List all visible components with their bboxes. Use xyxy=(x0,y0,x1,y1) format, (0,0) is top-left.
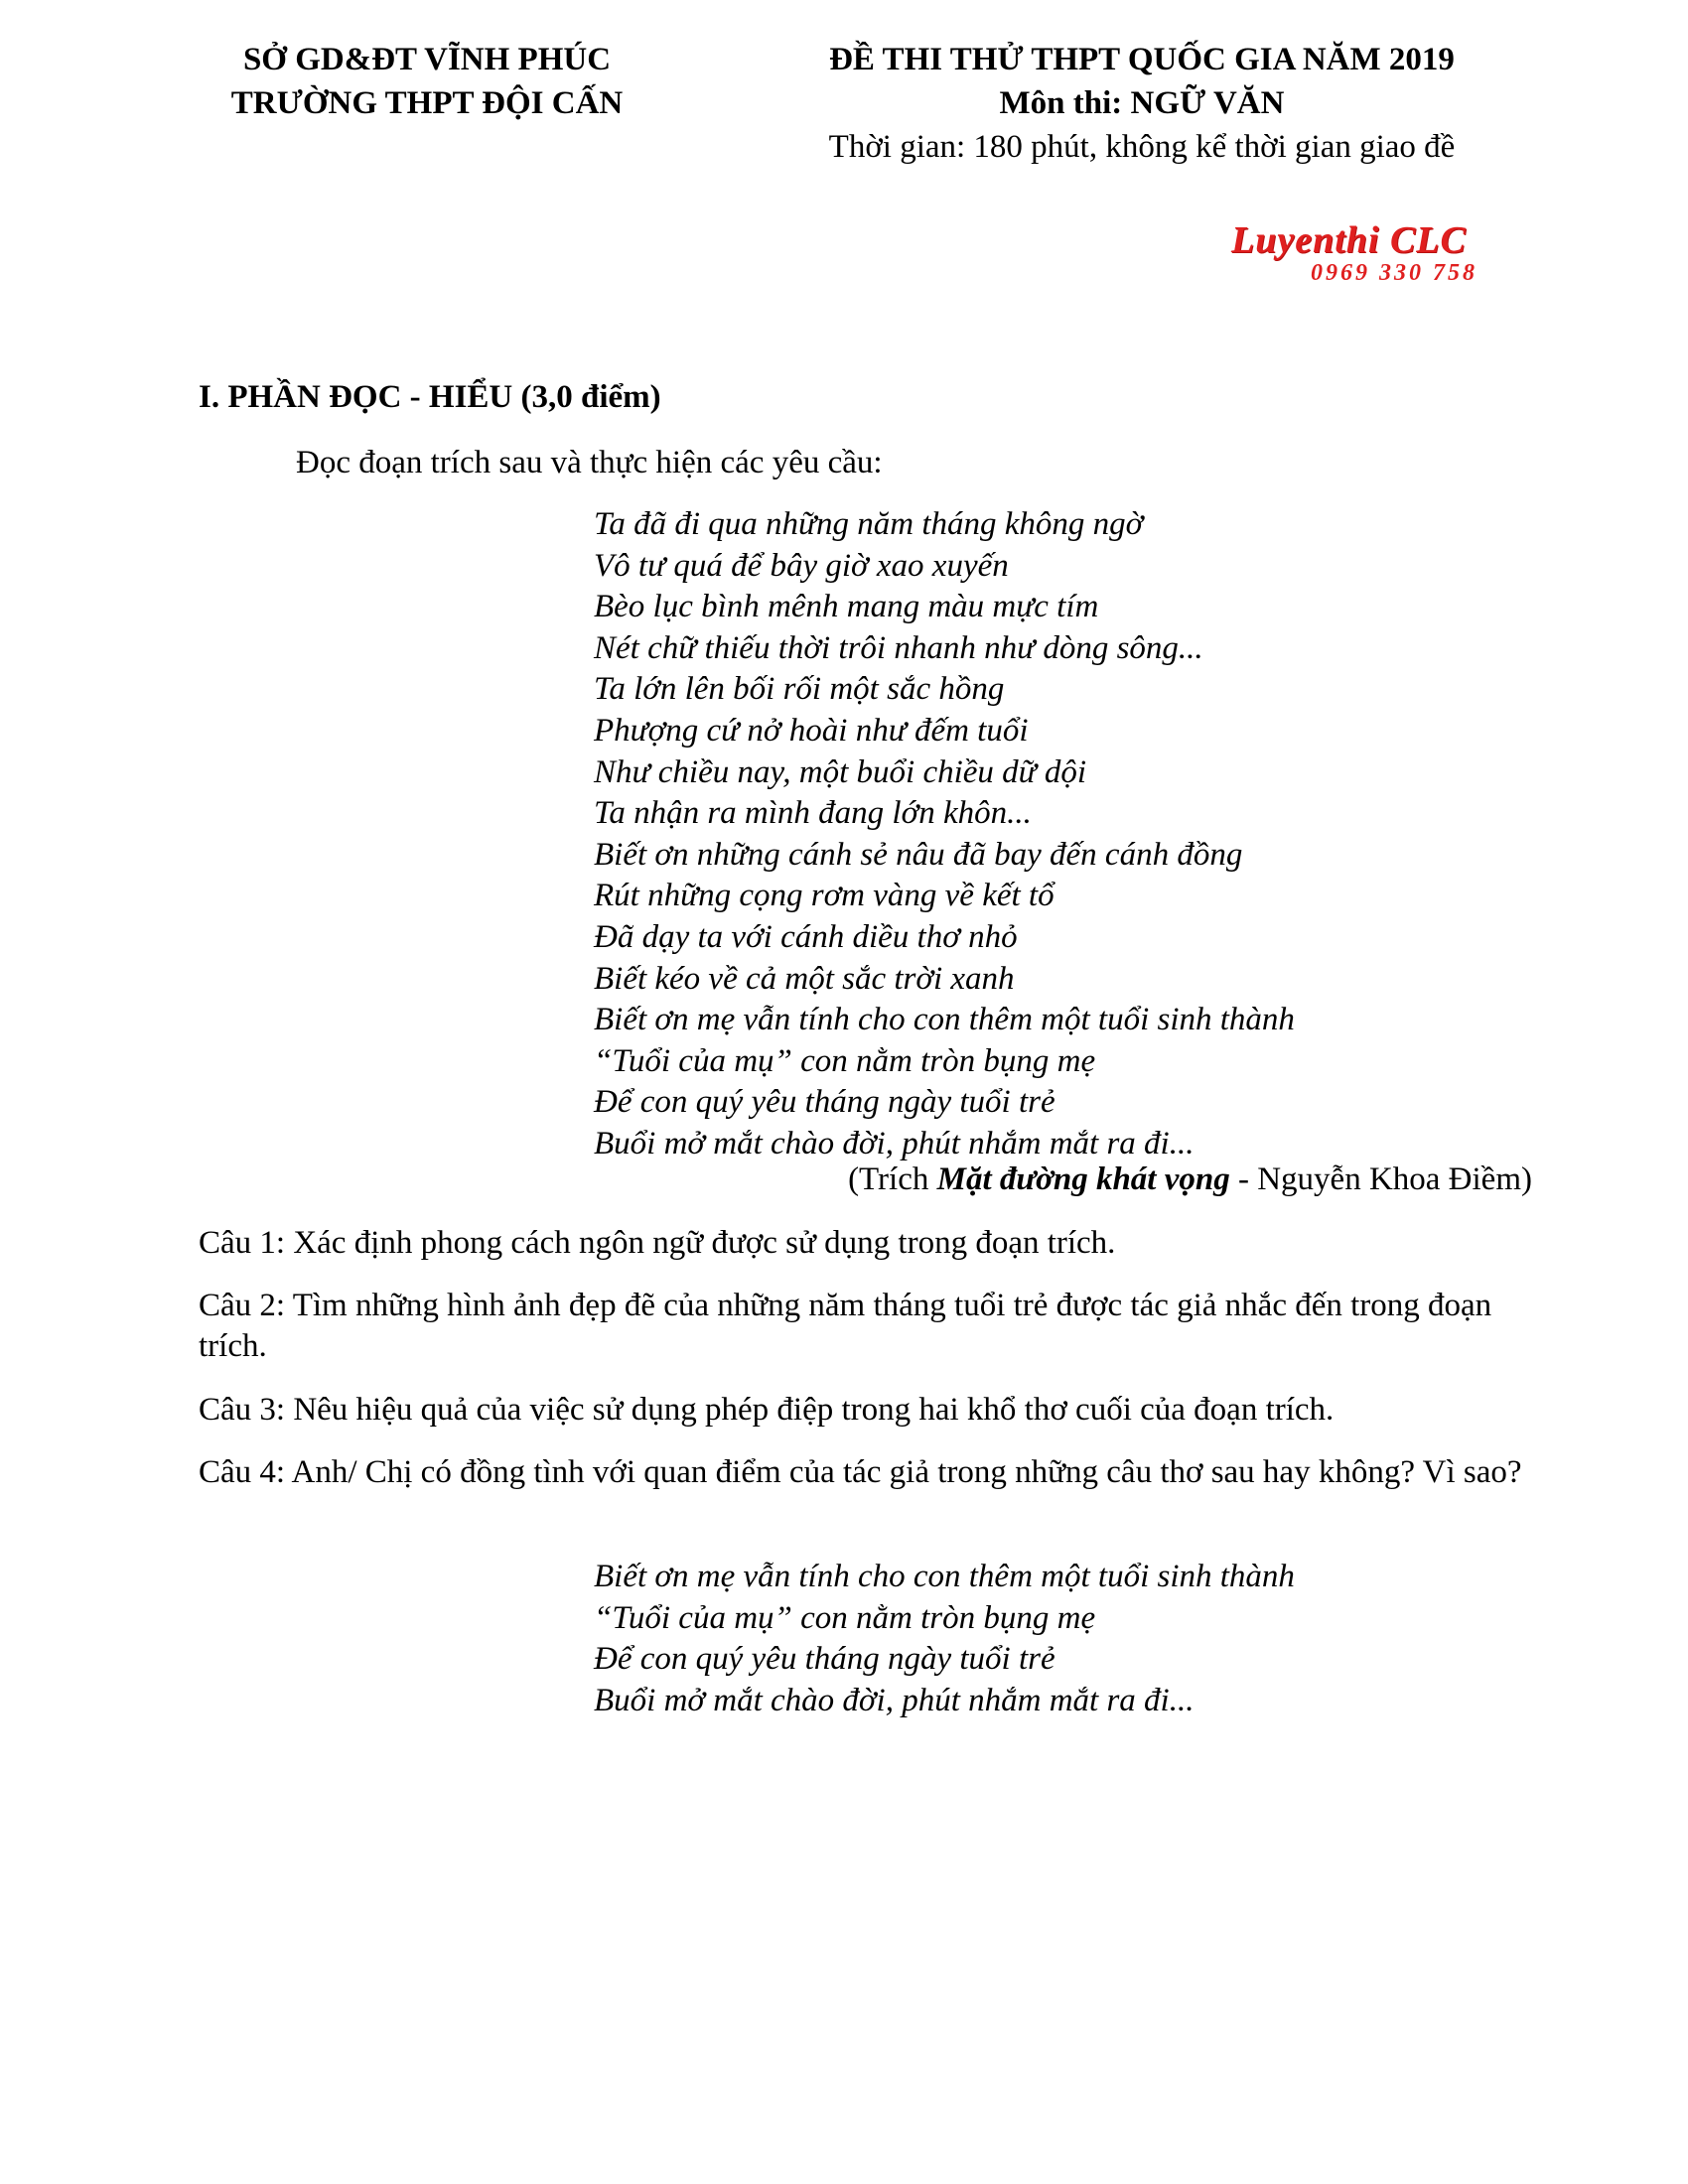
poem-line: Biết kéo về cả một sắc trời xanh xyxy=(594,960,1015,997)
question-1: Câu 1: Xác định phong cách ngôn ngữ được sử dụng trong đoạn trích. xyxy=(199,1225,1116,1261)
poem-line: Ta nhận ra mình đang lớn khôn... xyxy=(594,795,1032,832)
citation-prefix: (Trích xyxy=(848,1161,937,1197)
poem-line: Như chiều nay, một buổi chiều dữ dội xyxy=(594,753,1087,790)
poem-line: “Tuổi của mụ” con nằm tròn bụng mẹ xyxy=(594,1042,1096,1079)
poem-citation xyxy=(848,1161,1532,1198)
school-header xyxy=(199,38,655,125)
poem-line: Ta lớn lên bối rối một sắc hồng xyxy=(594,671,1005,708)
exam-title: ĐỀ THI THỬ THPT QUỐC GIA NĂM 2019 xyxy=(829,42,1455,77)
question-3: Câu 3: Nêu hiệu quả của việc sử dụng phép điệp trong hai khổ thơ cuối của đoạn trích. xyxy=(199,1392,1335,1428)
poem-line: Rút những cọng rơm vàng về kết tổ xyxy=(594,878,1055,914)
citation-author: - Nguyễn Khoa Điềm) xyxy=(1229,1161,1532,1197)
quoted-line: Biết ơn mẹ vẫn tính cho con thêm một tuổi sinh thành xyxy=(594,1559,1295,1594)
exam-header xyxy=(765,38,1519,169)
instruction-text: Đọc đoạn trích sau và thực hiện các yêu cầu: xyxy=(296,445,883,480)
poem-line: Nét chữ thiếu thời trôi nhanh như dòng sông... xyxy=(594,629,1203,666)
exam-time: Thời gian: 180 phút, không kể thời gian giao đề xyxy=(828,129,1456,165)
poem-excerpt xyxy=(594,504,1295,1165)
poem-line: Đã dạy ta với cánh diều thơ nhỏ xyxy=(594,918,1018,955)
quoted-poem xyxy=(594,1557,1295,1721)
quoted-line: “Tuổi của mụ” con nằm tròn bụng mẹ xyxy=(594,1599,1096,1636)
section-title: I. PHẦN ĐỌC - HIỂU (3,0 điểm) xyxy=(199,379,661,415)
brand-name: Luyenthi CLC xyxy=(1231,219,1467,261)
poem-line: Buổi mở mắt chào đời, phút nhắm mắt ra đi... xyxy=(594,1125,1195,1161)
poem-line: Bèo lục bình mênh mang màu mực tím xyxy=(594,589,1099,625)
quoted-line: Để con quý yêu tháng ngày tuổi trẻ xyxy=(594,1641,1055,1678)
poem-line: Vô tư quá để bây giờ xao xuyến xyxy=(594,547,1009,584)
brand-logo xyxy=(1231,220,1529,286)
department-name: SỞ GD&ĐT VĨNH PHÚC xyxy=(242,42,612,77)
poem-line: Ta đã đi qua những năm tháng không ngờ xyxy=(594,506,1144,542)
poem-line: Biết ơn mẹ vẫn tính cho con thêm một tuổi sinh thành xyxy=(594,1002,1295,1038)
poem-line: Biết ơn những cánh sẻ nâu đã bay đến cánh đồng xyxy=(594,836,1243,873)
citation-work-title: Mặt đường khát vọng xyxy=(936,1161,1230,1197)
school-name: TRƯỜNG THPT ĐỘI CẤN xyxy=(230,85,624,121)
brand-phone: 0969 330 758 xyxy=(1311,260,1477,286)
question-4: Câu 4: Anh/ Chị có đồng tình với quan điểm của tác giả trong những câu thơ sau hay không? Vì sao? xyxy=(199,1454,1522,1490)
quoted-line: Buổi mở mắt chào đời, phút nhắm mắt ra đi... xyxy=(594,1682,1195,1718)
exam-subject: Môn thi: NGỮ VĂN xyxy=(999,85,1285,121)
question-2: Câu 2: Tìm những hình ảnh đẹp đẽ của những năm tháng tuổi trẻ được tác giả nhắc đến trong đoạn trích. xyxy=(199,1288,1492,1364)
poem-line: Phượng cứ nở hoài như đếm tuổi xyxy=(594,712,1029,749)
poem-line: Để con quý yêu tháng ngày tuổi trẻ xyxy=(594,1084,1055,1121)
